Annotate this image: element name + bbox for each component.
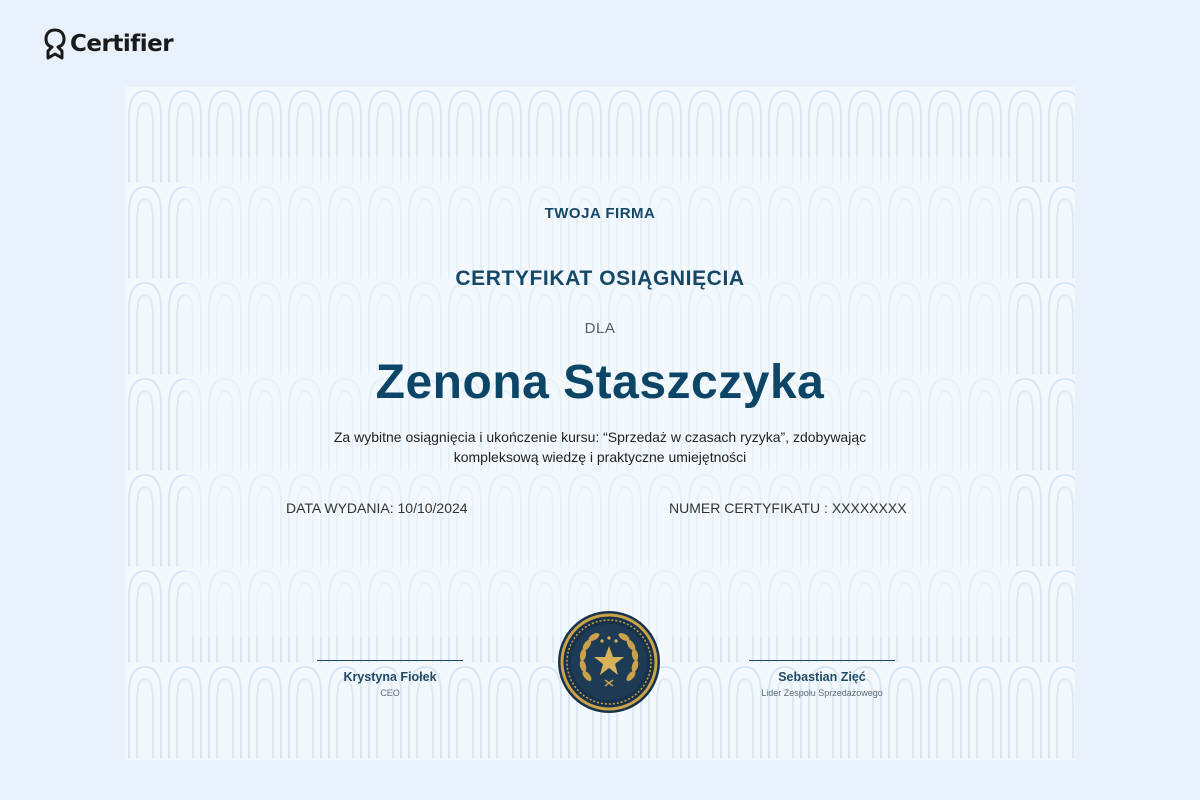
signature-line bbox=[749, 660, 895, 661]
signer-name: Sebastian Zięć bbox=[778, 670, 866, 684]
for-label: DLA bbox=[584, 320, 616, 337]
award-seal-icon bbox=[557, 610, 661, 714]
signature-line bbox=[317, 660, 463, 661]
brand-name: Certifier bbox=[70, 31, 174, 57]
signer-name: Krystyna Fiołek bbox=[343, 670, 437, 684]
brand-logo bbox=[44, 28, 173, 60]
company-name: TWOJA FIRMA bbox=[544, 205, 656, 222]
issue-date: DATA WYDANIA: 10/10/2024 bbox=[286, 500, 468, 516]
certificate-number: NUMER CERTYFIKATU : XXXXXXXX bbox=[669, 500, 907, 516]
signature-left bbox=[317, 660, 463, 698]
recipient-name: Zenona Staszczyka bbox=[375, 356, 825, 409]
signer-role: Lider Zespołu Sprzedażowego bbox=[761, 688, 883, 698]
signer-role: CEO bbox=[380, 688, 400, 698]
signature-right bbox=[749, 660, 895, 698]
certificate-description: Za wybitne osiągnięcia i ukończenie kursu: “Sprzedaż w czasach ryzyka”, zdobywając kompleksową wiedzę i praktyczne umiejętności bbox=[333, 429, 867, 465]
certificate-card bbox=[125, 87, 1075, 760]
certificate-title: CERTYFIKAT OSIĄGNIĘCIA bbox=[455, 267, 745, 290]
certifier-logo-icon bbox=[44, 28, 66, 60]
